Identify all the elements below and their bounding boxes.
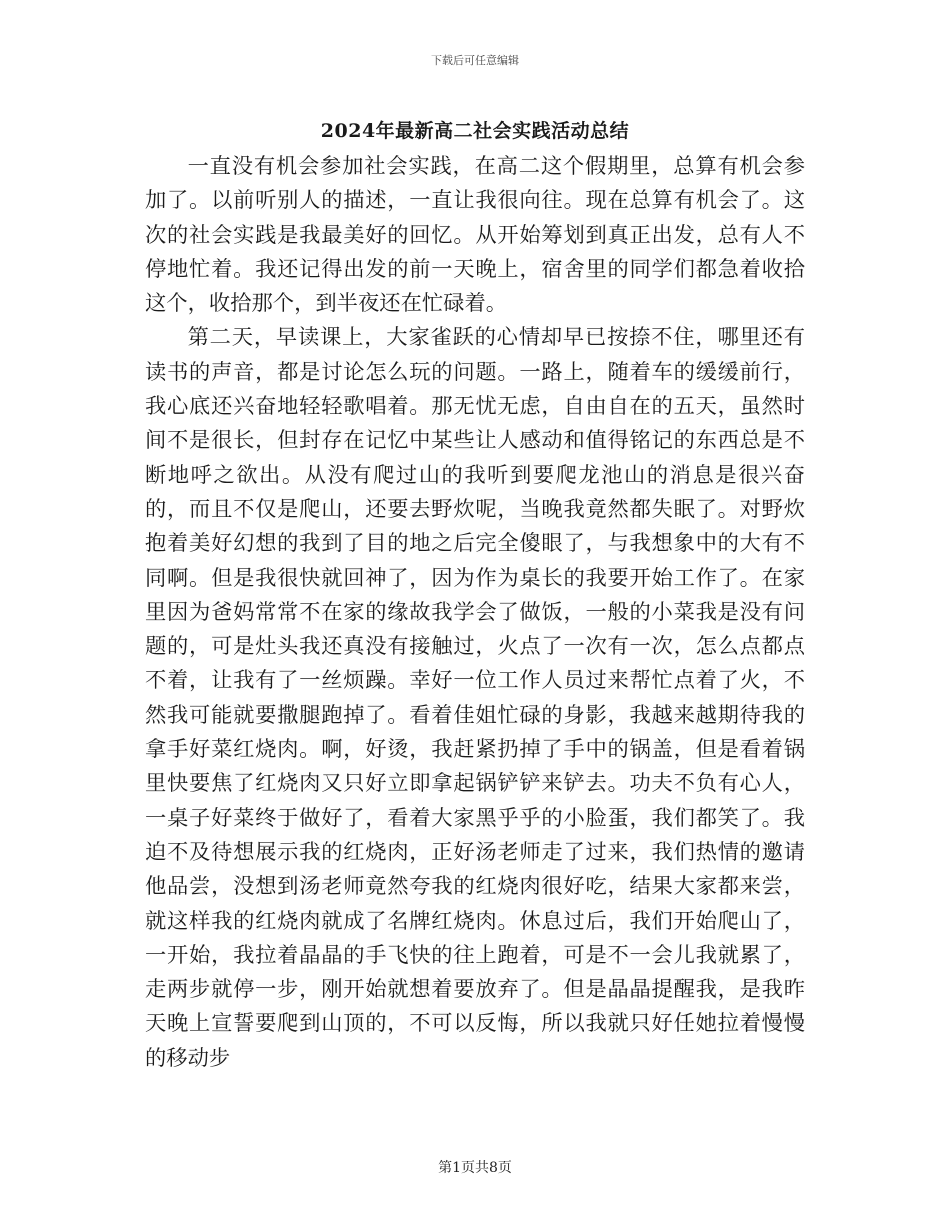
document-body — [145, 150, 805, 1076]
page-number-footer: 第1页共8页 — [438, 1160, 512, 1176]
page-header-note: 下载后可任意编辑 — [431, 54, 519, 67]
paragraph-2: 第二天，早读课上，大家雀跃的心情却早已按捺不住，哪里还有读书的声音，都是讨论怎么玩的问题。一路上，随着车的缓缓前行，我心底还兴奋地轻轻歌唱着。那无忧无虑，自由自在的五天，虽然时间不是很长，但封存在记忆中某些让人感动和值得铭记的东西总是不断地呼之欲出。从没有爬过山的我听到要爬龙池山的消息是很兴奋的，而且不仅是爬山，还要去野炊呢，当晚我竟然都失眠了。对野炊抱着美好幻想的我到了目的地之后完全傻眼了，与我想象中的大有不同啊。但是我很快就回神了，因为作为桌长的我要开始工作了。在家里因为爸妈常常不在家的缘故我学会了做饭，一般的小菜我是没有问题的，可是灶头我还真没有接触过，火点了一次有一次，怎么点都点不着，让我有了一丝烦躁。幸好一位工作人员过来帮忙点着了火，不然我可能就要撒腿跑掉了。看着佳姐忙碌的身影，我越来越期待我的拿手好菜红烧肉。啊，好烫，我赶紧扔掉了手中的锅盖，但是看着锅里快要焦了红烧肉又只好立即拿起锅铲铲来铲去。功夫不负有心人，一桌子好菜终于做好了，看着大家黑乎乎的小脸蛋，我们都笑了。我迫不及待想展示我的红烧肉，正好汤老师走了过来，我们热情的邀请他品尝，没想到汤老师竟然夸我的红烧肉很好吃，结果大家都来尝，就这样我的红烧肉就成了名牌红烧肉。休息过后，我们开始爬山了，一开始，我拉着晶晶的手飞快的往上跑着，可是不一会儿我就累了，走两步就停一步，刚开始就想着要放弃了。但是晶晶提醒我，是我昨天晚上宣誓要爬到山顶的，不可以反悔，所以我就只好任她拉着慢慢的移动步 — [145, 325, 805, 1071]
document-title: 2024年最新高二社会实践活动总结 — [320, 120, 630, 142]
paragraph-1: 一直没有机会参加社会实践，在高二这个假期里，总算有机会参加了。以前听别人的描述，一直让我很向往。现在总算有机会了。这次的社会实践是我最美好的回忆。从开始筹划到真正出发，总有人不停地忙着。我还记得出发的前一天晚上，宿舍里的同学们都急着收拾这个，收拾那个，到半夜还在忙碌着。 — [145, 154, 805, 317]
